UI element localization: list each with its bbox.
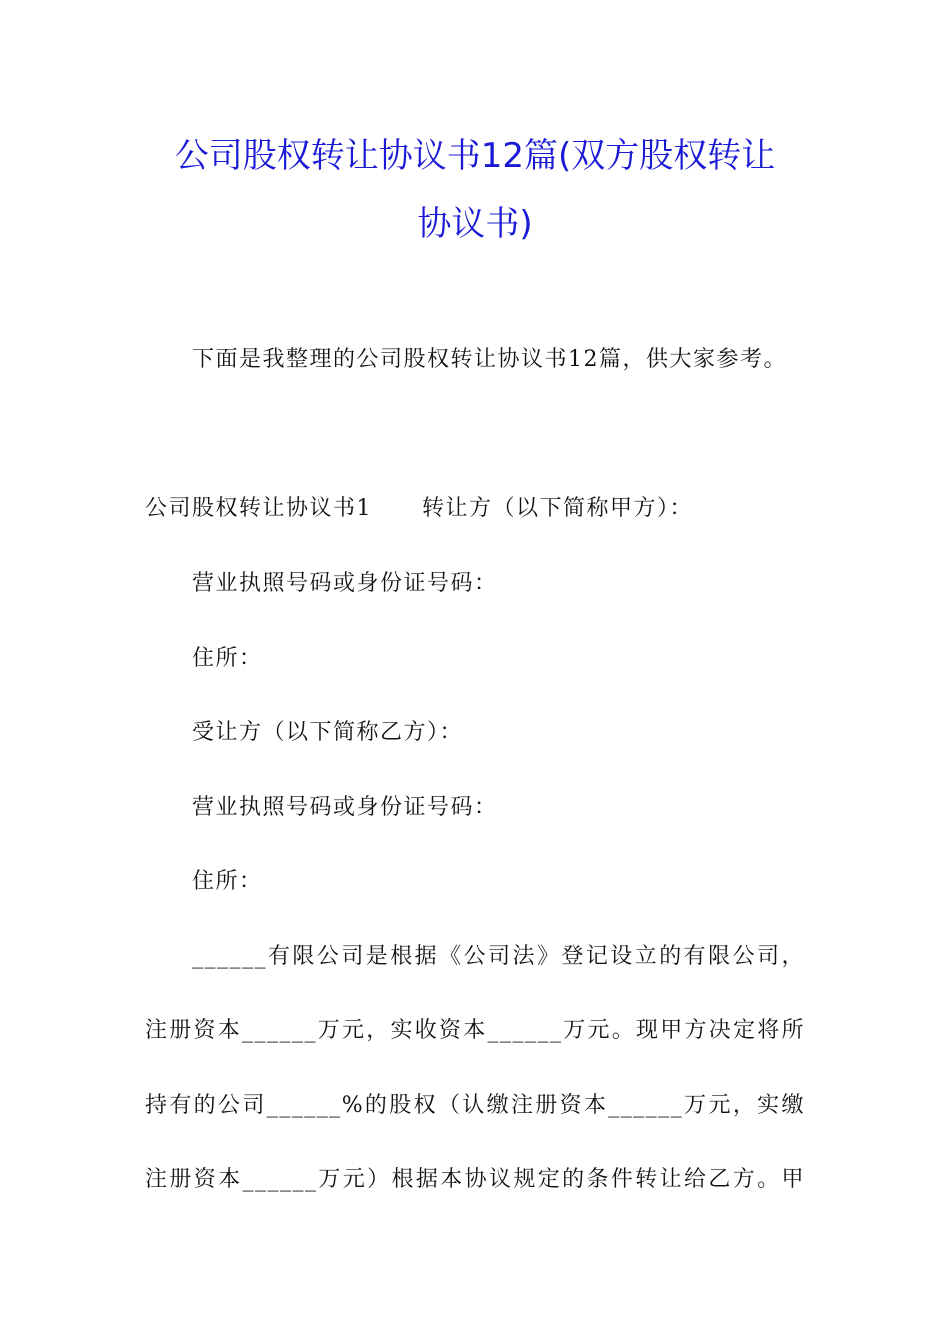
paragraph-line: 注册资本______万元，实收资本______万元。现甲方决定将所 bbox=[145, 1018, 805, 1043]
transferor-label: 转让方（以下简称甲方）： bbox=[422, 496, 694, 521]
transferee-label: 受让方（以下简称乙方）： bbox=[192, 720, 464, 745]
paragraph-line: 持有的公司______%的股权（认缴注册资本______万元，实缴 bbox=[145, 1093, 805, 1118]
section-heading-row bbox=[145, 494, 693, 524]
document-title-line-1: 公司股权转让协议书12篇(双方股权转让 bbox=[174, 136, 776, 176]
transferor-address-label: 住所： bbox=[192, 646, 263, 671]
intro-text: 下面是我整理的公司股权转让协议书12篇，供大家参考。 bbox=[192, 347, 787, 372]
transferee-license-label: 营业执照号码或身份证号码： bbox=[192, 795, 498, 820]
document-title-line-2: 协议书) bbox=[417, 204, 533, 244]
transferee-address-label: 住所： bbox=[192, 869, 263, 894]
paragraph-line: ______有限公司是根据《公司法》登记设立的有限公司， bbox=[192, 944, 805, 969]
section-heading: 公司股权转让协议书1 bbox=[145, 496, 372, 521]
transferor-license-label: 营业执照号码或身份证号码： bbox=[192, 571, 498, 596]
paragraph-line: 注册资本______万元）根据本协议规定的条件转让给乙方。甲 bbox=[145, 1167, 805, 1192]
